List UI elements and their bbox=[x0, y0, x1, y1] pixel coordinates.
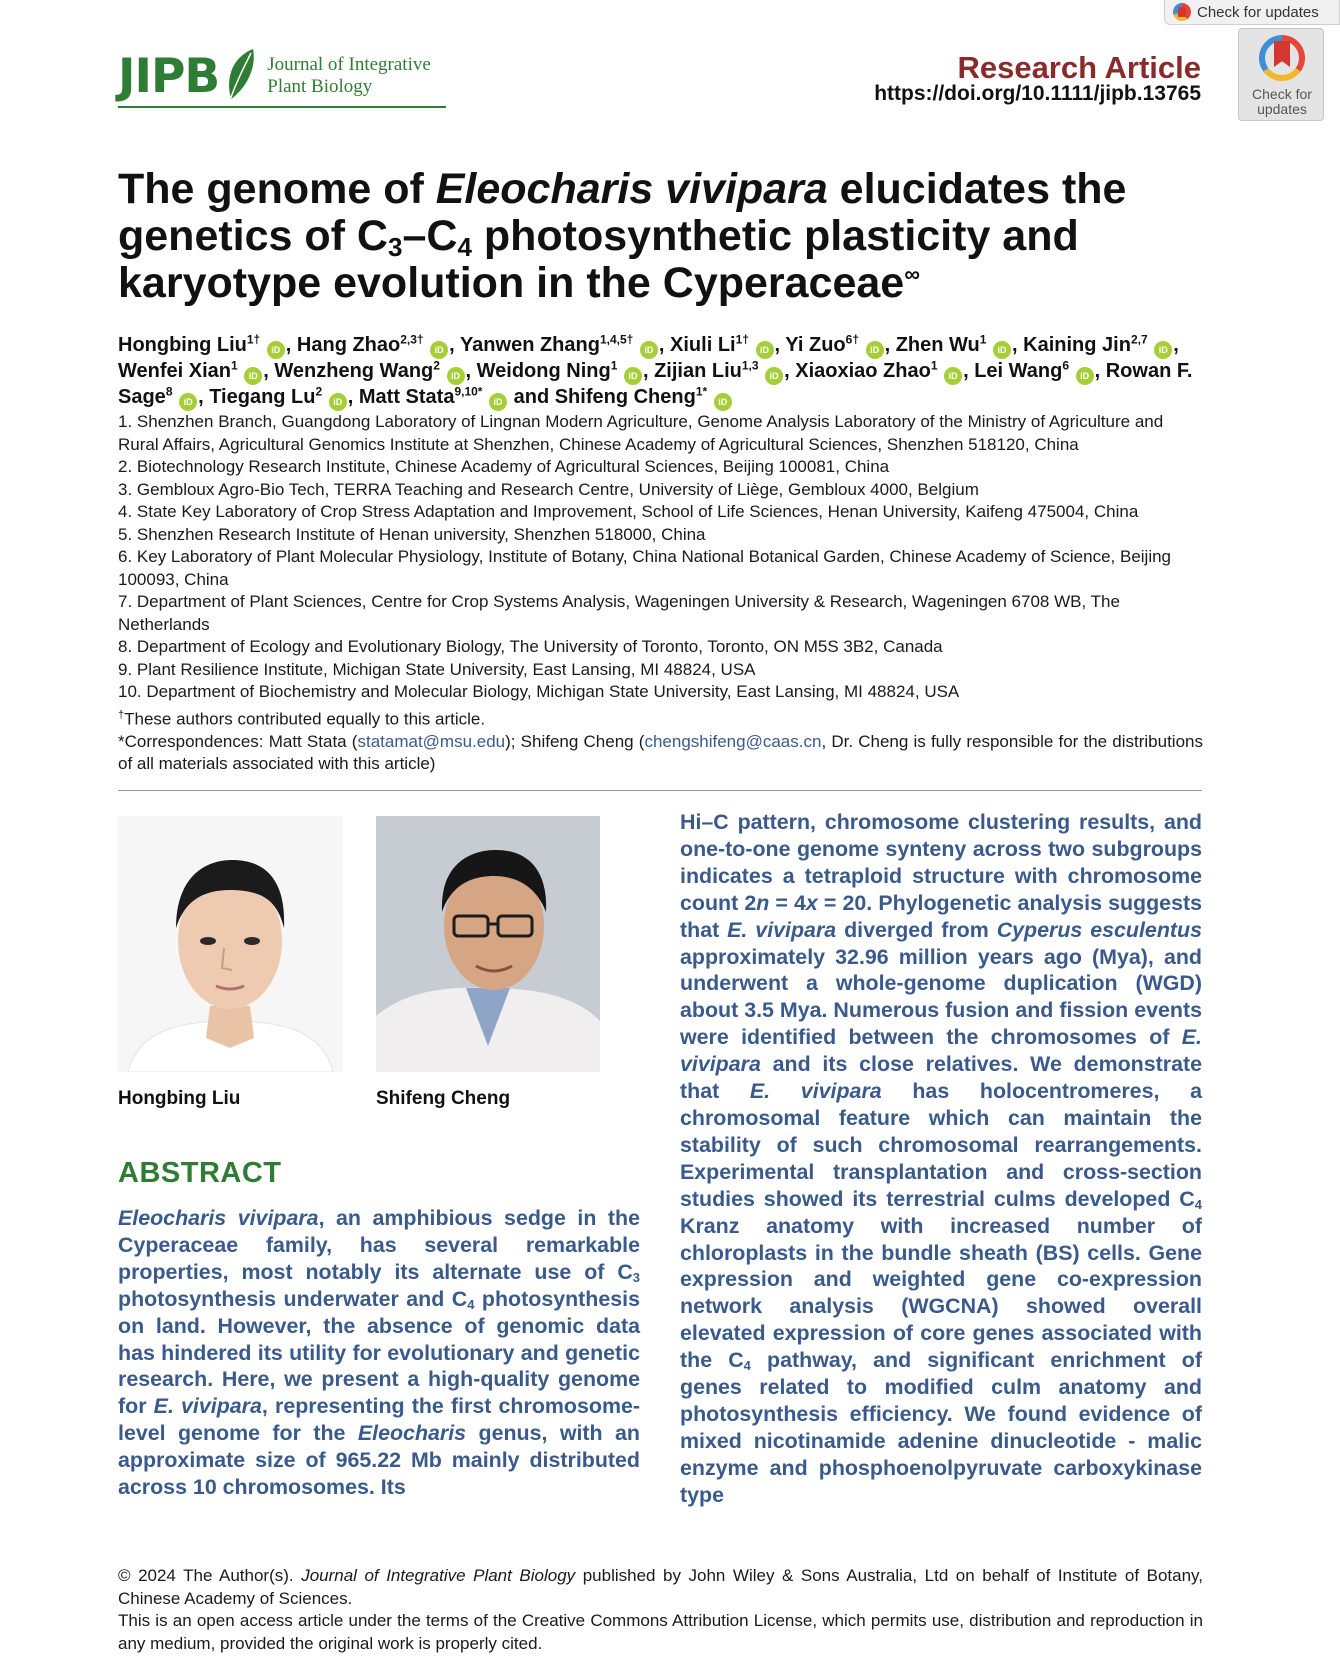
check-for-updates-tab[interactable] bbox=[1164, 0, 1340, 25]
abstract-right-column: Hi–C pattern, chromosome clustering results, and one-to-one genome synteny across two subgroups indicates a tetraploid structure with chromosome count 2n = 4x = 20. Phylogenetic analysis suggests that E. vivipara diverged from Cyperus esculentus approximately 32.96 million years ago (Mya), and underwent a whole-genome duplication (WGD) about 3.5 Mya. Numerous fusion and fission events were identified between the chromosomes of E. vivipara and its close relatives. We demonstrate that E. vivipara has holocentromeres, a chromosomal feature which can maintain the stability of such chromosomal rearrangements. Experimental transplantation and cross-section studies showed its terrestrial culms developed $C_4$ Kranz anatomy with increased number of chloroplasts in the bundle sheath (BS) cells. Gene expression and weighted gene co-expression network analysis (WGCNA) showed overall elevated expression of core genes associated with the $C_4$ pathway, and significant enrichment of genes related to modified culm anatomy and photosynthesis efficiency. We found evidence of mixed nicotinamide adenine dinucleotide - malic enzyme and phosphoenolpyruvate carboxykinase type bbox=[680, 810, 1202, 1507]
author-name: Kaining Jin bbox=[1023, 334, 1131, 356]
orcid-icon[interactable]: iD bbox=[1076, 367, 1094, 385]
correspondence-note: *Correspondences: Matt Stata (statamat@msu.edu); Shifeng Cheng (chengshifeng@caas.cn, Dr. Cheng is fully responsible for the distributions of all materials associated with this article) bbox=[118, 731, 1203, 774]
author-affiliation-marker: 2 bbox=[315, 384, 323, 399]
affiliation-item: 5. Shenzhen Research Institute of Henan university, Shenzhen 518000, China bbox=[118, 524, 706, 544]
author-name: Xiaoxiao Zhao bbox=[795, 360, 931, 382]
article-title bbox=[118, 166, 1208, 307]
author-name: Yi Zuo bbox=[785, 334, 846, 356]
author-photo-shifeng-cheng bbox=[376, 816, 600, 1072]
orcid-icon[interactable]: iD bbox=[765, 367, 783, 385]
orcid-icon[interactable]: iD bbox=[866, 341, 884, 359]
title-text-3: –C bbox=[402, 212, 458, 260]
author-name: Hongbing Liu bbox=[118, 334, 247, 356]
orcid-icon[interactable]: iD bbox=[329, 393, 347, 411]
orcid-icon[interactable]: iD bbox=[489, 393, 507, 411]
section-divider bbox=[118, 790, 1202, 791]
author-name: Xiuli Li bbox=[670, 334, 736, 356]
affiliation-item: 8. Department of Ecology and Evolutionary Biology, The University of Toronto, Toronto, ON M5S 3B2, Canada bbox=[118, 637, 943, 656]
orcid-icon[interactable]: iD bbox=[244, 367, 262, 385]
orcid-icon[interactable]: iD bbox=[756, 341, 774, 359]
logo-text: JIPB bbox=[118, 48, 220, 104]
orcid-icon[interactable]: iD bbox=[430, 341, 448, 359]
check-for-updates-label: Check for updates bbox=[1197, 3, 1319, 21]
copyright-line: © 2024 The Author(s). Journal of Integrative Plant Biology published by John Wiley & Sons Australia, Ltd on behalf of Institute of Botany, Chinese Academy of Sciences. bbox=[118, 1566, 1204, 1608]
author-affiliation-marker: 1 bbox=[930, 358, 938, 373]
journal-name bbox=[267, 54, 431, 98]
check-for-updates-badge[interactable] bbox=[1238, 28, 1324, 121]
orcid-icon[interactable]: iD bbox=[447, 367, 465, 385]
author-affiliation-marker: 8 bbox=[165, 384, 173, 399]
author-affiliation-marker: 6† bbox=[845, 332, 860, 347]
author-affiliation-marker: 2,3† bbox=[400, 332, 424, 347]
author-affiliation-marker: 1† bbox=[246, 332, 261, 347]
affiliation-item: 6. Key Laboratory of Plant Molecular Physiology, Institute of Botany, China National Botanical Garden, Chinese Academy of Science, Beijing 100093, China bbox=[118, 547, 1172, 589]
author-affiliation-marker: 1† bbox=[735, 332, 749, 347]
orcid-icon[interactable]: iD bbox=[624, 367, 642, 385]
journal-name-line2: Plant Biology bbox=[267, 76, 373, 97]
affiliation-item: 1. Shenzhen Branch, Guangdong Laboratory of Lingnan Modern Agriculture, Genome Analysis Laboratory of the Ministry of Agriculture and Rural Affairs, Agricultural Genomics Institute at Shenzhen, Chinese Academy of Agricultural Sciences, Shenzhen 518120, China bbox=[118, 412, 1164, 454]
author-affiliation-marker: 2 bbox=[433, 358, 440, 373]
photo-caption: Hongbing Liu bbox=[118, 1088, 241, 1109]
email-link-stata[interactable]: statamat@msu.edu bbox=[357, 731, 506, 751]
affiliation-item: 3. Gembloux Agro-Bio Tech, TERRA Teaching and Research Centre, University of Liège, Gembloux 4000, Belgium bbox=[118, 479, 979, 499]
affiliation-item: 2. Biotechnology Research Institute, Chinese Academy of Agricultural Sciences, Beijing 100081, China bbox=[118, 457, 890, 476]
author-name: Lei Wang bbox=[974, 360, 1063, 382]
orcid-icon[interactable]: iD bbox=[267, 341, 285, 359]
license-line: This is an open access article under the terms of the Creative Commons Attribution License, which permits use, distribution and reproduction in any medium, provided the original work is properly cited. bbox=[118, 1611, 1203, 1653]
affiliation-item: 7. Department of Plant Sciences, Centre for Crop Systems Analysis, Wageningen University & Research, Wageningen 6708 WB, The Netherlands bbox=[118, 592, 1120, 634]
author-affiliation-marker: 1* bbox=[695, 384, 708, 399]
title-text-4: photosynthetic plasticity and karyotype evolution in the Cyperaceae bbox=[118, 212, 1079, 307]
title-text-2: elucidates the genetics of C bbox=[118, 165, 1127, 260]
author-name: Rowan F. Sage bbox=[118, 360, 1193, 408]
affiliation-item: 9. Plant Resilience Institute, Michigan State University, East Lansing, MI 48824, USA bbox=[118, 659, 756, 679]
affiliation-item: 10. Department of Biochemistry and Molecular Biology, Michigan State University, East Lansing, MI 48824, USA bbox=[118, 682, 960, 701]
author-name: Matt Stata bbox=[358, 386, 455, 408]
title-sub-2: 4 bbox=[457, 232, 472, 262]
doi-link[interactable]: https://doi.org/10.1111/jipb.13765 bbox=[874, 82, 1201, 105]
title-text-1: The genome of bbox=[118, 165, 436, 213]
journal-logo bbox=[118, 46, 431, 106]
journal-name-line1: Journal of Integrative bbox=[267, 54, 431, 75]
author-name: Wenzheng Wang bbox=[274, 360, 434, 382]
photo-caption: Shifeng Cheng bbox=[376, 1088, 511, 1109]
article-type: Research Article bbox=[957, 50, 1201, 85]
author-name: Tiegang Lu bbox=[209, 386, 316, 408]
author-name: Yanwen Zhang bbox=[459, 334, 600, 356]
affiliation-item: 4. State Key Laboratory of Crop Stress Adaptation and Improvement, School of Life Sciences, Henan University, Kaifeng 475004, China bbox=[118, 502, 1139, 521]
author-affiliation-marker: 1 bbox=[231, 358, 238, 373]
author-affiliation-marker: 1,3 bbox=[741, 358, 759, 373]
author-name: Hang Zhao bbox=[296, 334, 401, 356]
orcid-icon[interactable]: iD bbox=[640, 341, 658, 359]
author-photo-hongbing-liu bbox=[118, 816, 343, 1072]
author-affiliation-marker: 1 bbox=[610, 358, 618, 373]
orcid-icon[interactable]: iD bbox=[714, 393, 732, 411]
email-link-cheng[interactable]: chengshifeng@caas.cn bbox=[644, 731, 822, 751]
badge-label-line1: Check for bbox=[1252, 86, 1312, 102]
title-sup: ∞ bbox=[904, 261, 920, 287]
leaf-icon bbox=[223, 47, 259, 105]
abstract-heading: ABSTRACT bbox=[118, 1157, 282, 1189]
orcid-icon[interactable]: iD bbox=[993, 341, 1011, 359]
abstract-left-column: Eleocharis vivipara, an amphibious sedge in the Cyperaceae family, has several remarkable properties, most notably its alternate use of $C_3$ photosynthesis underwater and $C_4$ photosynthesis on land. However, the absence of genomic data has hindered its utility for evolutionary and genetic research. Here, we present a high-quality genome for E. vivipara, representing the first chromosome-level genome for the Eleocharis genus, with an approximate size of 965.22 Mb mainly distributed across 10 chromosomes. Its bbox=[118, 1206, 641, 1500]
author-affiliation-marker: 6 bbox=[1062, 358, 1070, 373]
title-species: Eleocharis vivipara bbox=[435, 165, 828, 213]
author-affiliation-marker: 1,4,5† bbox=[599, 332, 634, 347]
author-affiliation-marker: 1 bbox=[979, 332, 987, 347]
crossmark-icon bbox=[1173, 3, 1191, 21]
orcid-icon[interactable]: iD bbox=[179, 393, 197, 411]
copyright-footer bbox=[118, 1565, 1203, 1655]
author-affiliation-marker: 2,7 bbox=[1130, 332, 1148, 347]
author-list: Hongbing Liu$^{1\dagger}$ iD , Hang Zhao$^{2,3\dagger}$ iD , Yanwen Zhang$^{1,4,5\dagger}$ iD , Xiuli $Li^{1\dagger}$ iD , Yi Zuo$^{6\dagger}$ iD , Zhen Wu$^1$ iD , Kaining Jin$^{2,7}$ iD , Wenfei Xian$^1$ iD , Wenzheng Wang$^2$ iD , Weidong Ning$^1$ iD , Zijian Liu$^{1,3}$ iD , Xiaoxiao Zhao$^1$ iD , Lei Wang$^6$ iD , Rowan F. Sage$^8$ iD , Tiegang Lu$^2$ iD , Matt Stata$^{9,10*}$ iD and Shifeng Cheng$^{1*}$ iD bbox=[118, 333, 1203, 411]
title-sub-1: 3 bbox=[388, 232, 403, 262]
author-name: Weidong Ning bbox=[476, 360, 611, 382]
affiliation-list bbox=[118, 411, 1203, 704]
affiliations bbox=[118, 411, 1203, 776]
author-name: Wenfei Xian bbox=[118, 360, 231, 382]
orcid-icon[interactable]: iD bbox=[944, 367, 962, 385]
logo-underline bbox=[118, 106, 446, 108]
badge-label-line2: updates bbox=[1257, 101, 1307, 117]
author-name: Zijian Liu bbox=[654, 360, 742, 382]
author-affiliation-marker: 9,10* bbox=[454, 384, 483, 399]
orcid-icon[interactable]: iD bbox=[1154, 341, 1172, 359]
equal-contribution-note: †These authors contributed equally to this article. bbox=[118, 708, 486, 729]
author-name: Zhen Wu bbox=[895, 334, 980, 356]
author-name: Shifeng Cheng bbox=[554, 386, 696, 408]
